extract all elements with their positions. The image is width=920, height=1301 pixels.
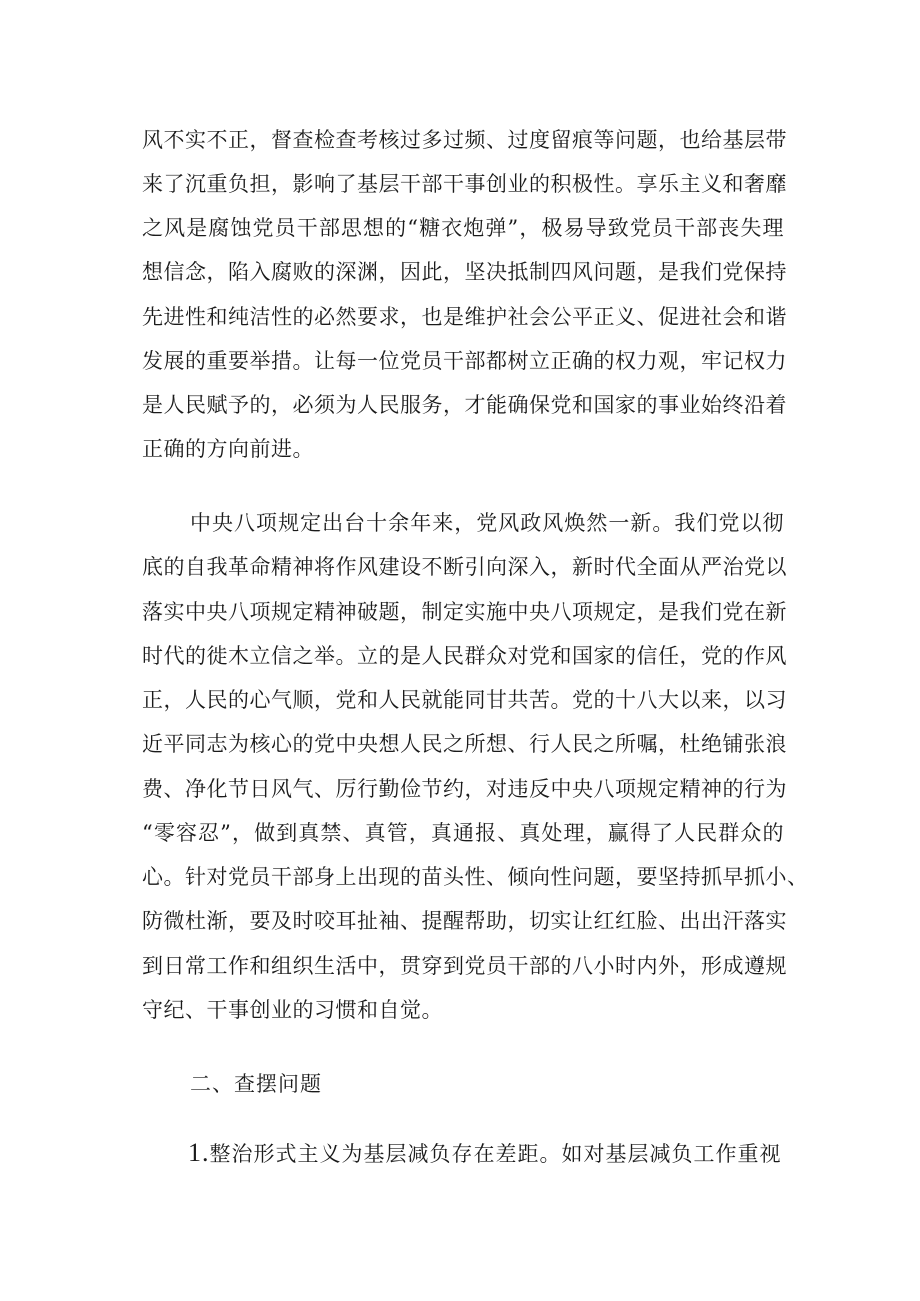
text-line: 来了沉重负担，影响了基层干部干事创业的积极性。享乐主义和奢靡 [142,172,787,196]
text-line: 先进性和纯洁性的必然要求，也是维护社会公平正义、促进社会和谐 [142,305,787,329]
text-line: 时代的徙木立信之举。立的是人民群众对党和国家的信任，党的作风 [142,644,787,668]
text-line: 发展的重要举措。让每一位党员干部都树立正确的权力观，牢记权力 [142,349,787,373]
text-line: 是人民赋予的，必须为人民服务，才能确保党和国家的事业始终沿着 [142,393,787,417]
text-line: 防微杜渐，要及时咬耳扯袖、提醒帮助，切实让红红脸、出出汗落实 [142,909,787,933]
text-line: 底的自我革命精神将作风建设不断引向深入，新时代全面从严治党以 [142,555,787,579]
text-line: 到日常工作和组织生活中，贯穿到党员干部的八小时内外，形成遵规 [142,954,787,978]
text-line: 之风是腐蚀党员干部思想的“糖衣炮弹”，极易导致党员干部丧失理 [142,216,784,240]
item-number: 1. [188,1138,210,1167]
text-line: 想信念，陷入腐败的深渊，因此，坚决抵制四风问题，是我们党保持 [142,260,787,284]
text-line: 心。针对党员干部身上出现的苗头性、倾向性问题，要坚持抓早抓小、 [142,865,809,889]
text-line: 正，人民的心气顺，党和人民就能同甘共苦。党的十八大以来，以习 [142,688,787,712]
text-line: 风不实不正，督查检查考核过多过频、过度留痕等问题，也给基层带 [142,128,787,152]
section-heading: 二、查摆问题 [190,1072,322,1096]
text-line: 费、净化节日风气、厉行勤俭节约，对违反中央八项规定精神的行为 [142,777,787,801]
text-line: 守纪、干事创业的习惯和自觉。 [142,998,443,1022]
list-item [188,1139,782,1168]
text-line: 正确的方向前进。 [142,437,314,461]
text-line: 落实中央八项规定精神破题，制定实施中央八项规定，是我们党在新 [142,600,787,624]
item-text: 整治形式主义为基层减负存在差距。如对基层减负工作重视 [209,1142,782,1166]
text-line: 近平同志为核心的党中央想人民之所想、行人民之所嘱，杜绝铺张浪 [142,732,787,756]
text-line: 中央八项规定出台十余年来，党风政风焕然一新。我们党以彻 [190,511,784,535]
text-line: “零容忍”，做到真禁、真管，真通报、真处理，赢得了人民群众的 [142,821,784,845]
